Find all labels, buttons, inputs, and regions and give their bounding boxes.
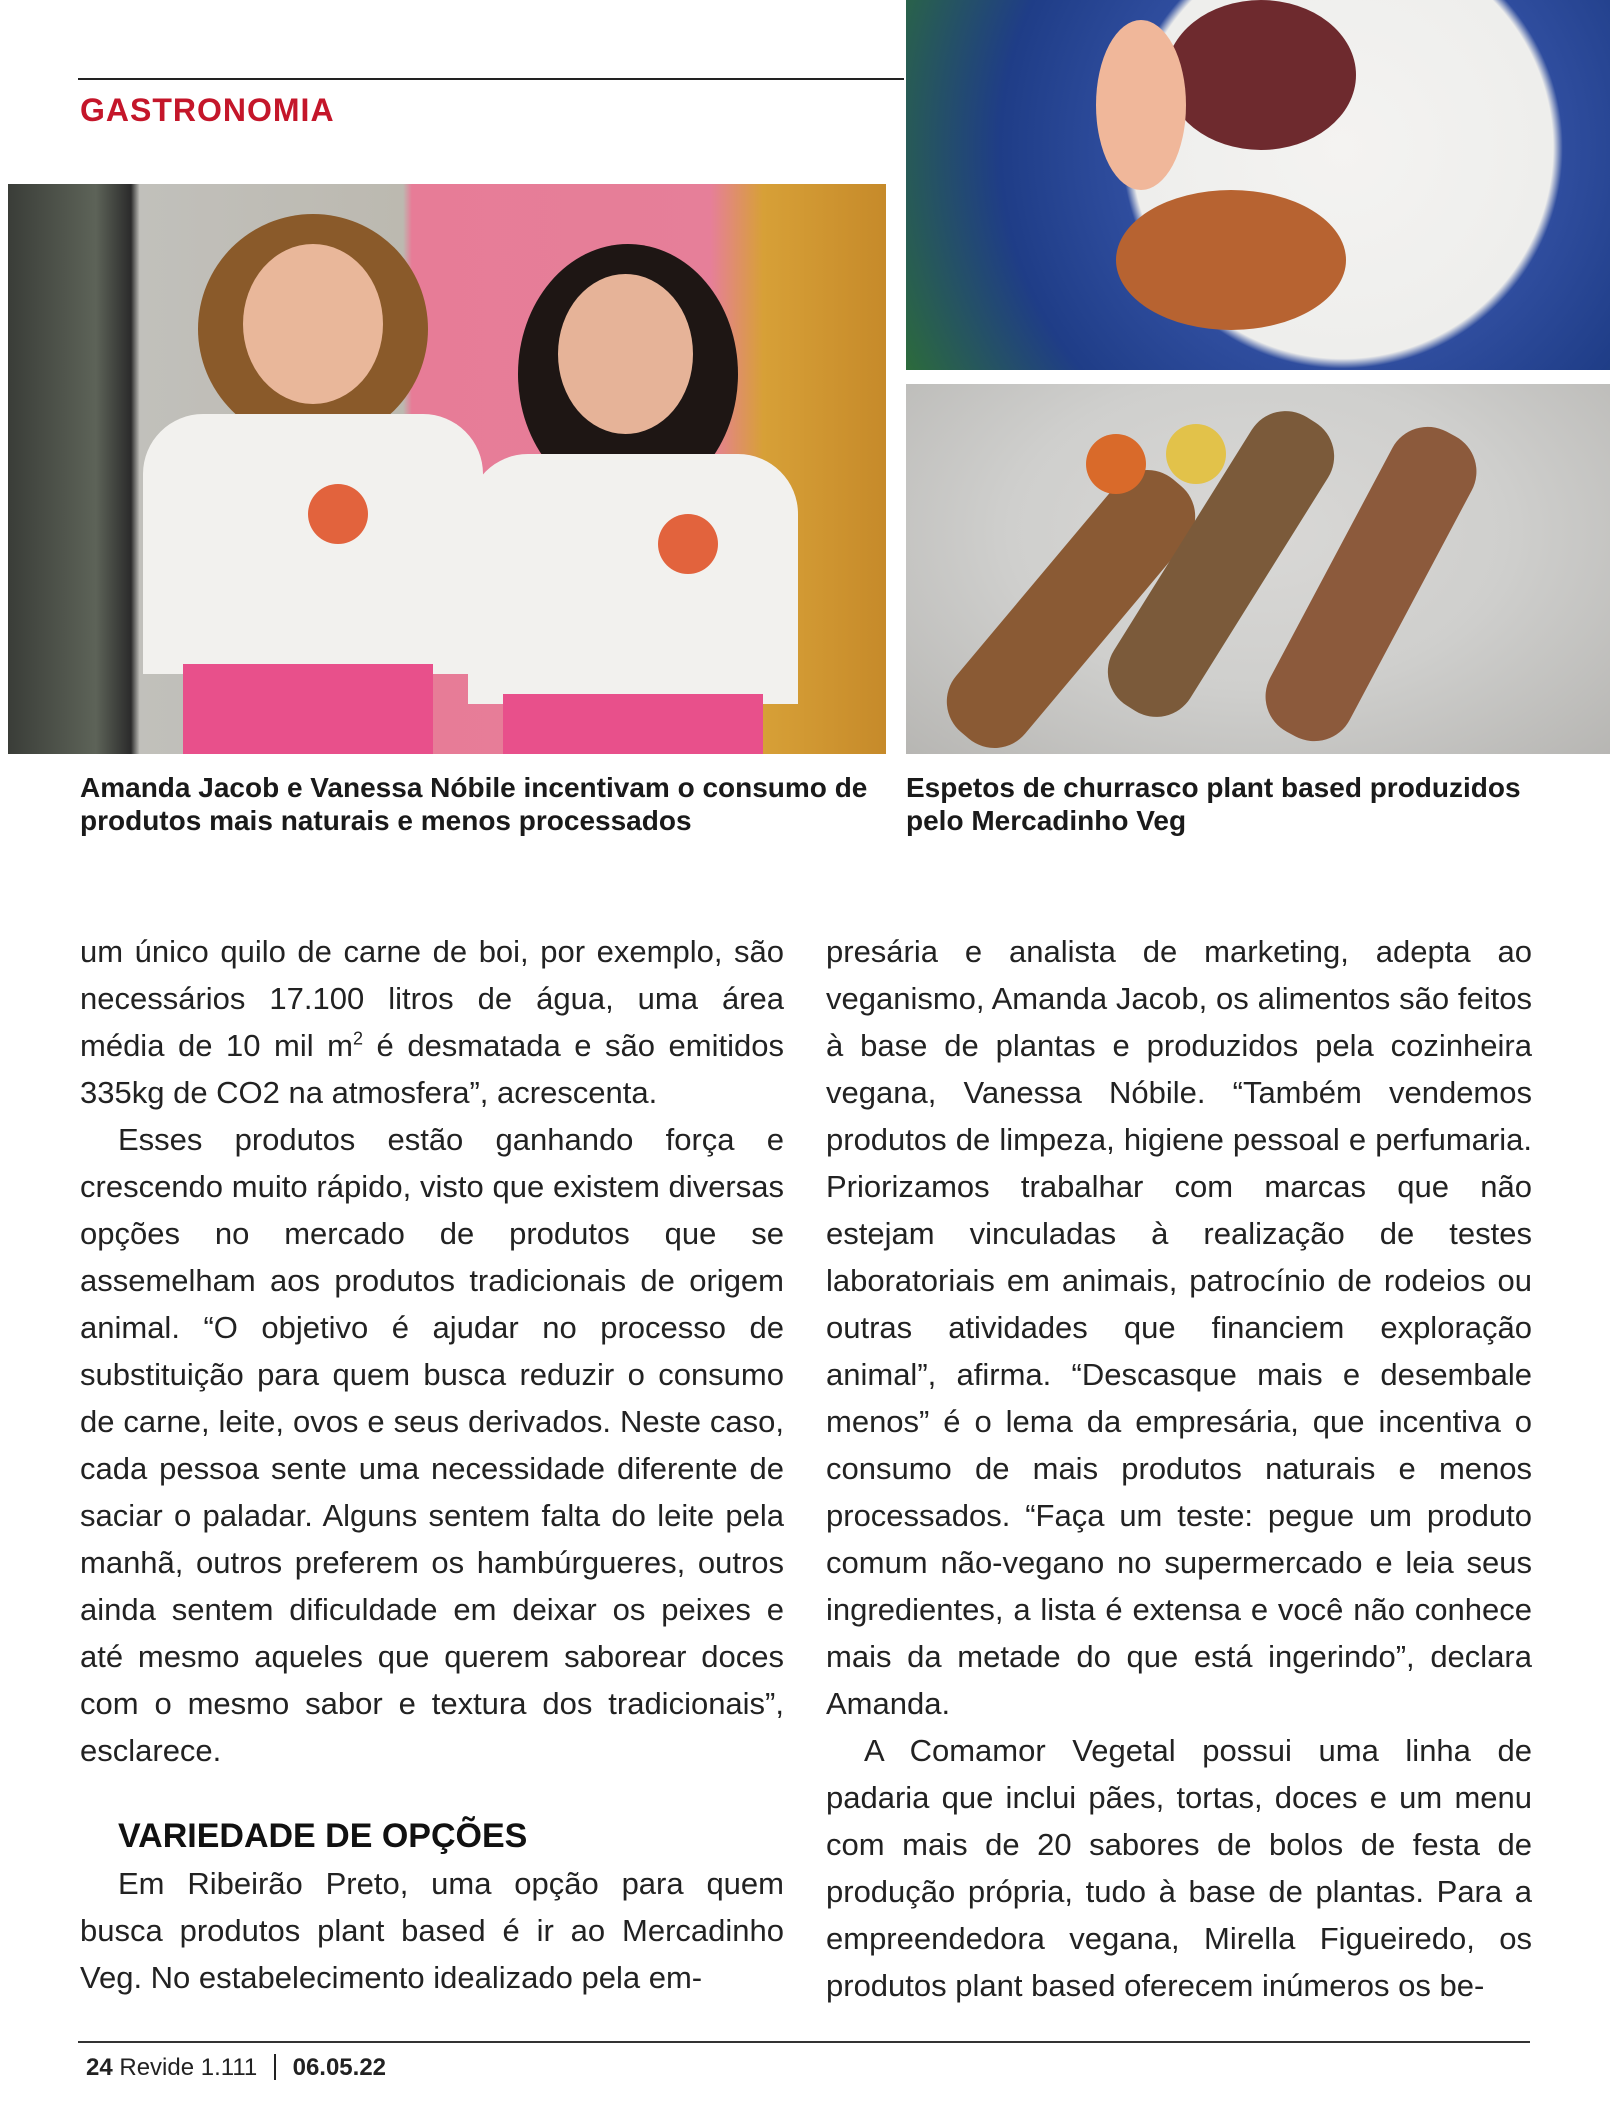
article-paragraph: presária e analista de marketing, adepta ao veganismo, Amanda Jacob, os alimentos são feitos à base de plantas e produzidos pela cozinheira vegana, Vanessa Nóbile. “Também vendemos produtos de limpeza, higiene pessoal e perfumaria. Priorizamos trabalhar com marcas que não estejam vinculadas à realização de testes laboratoriais em animais, patrocínio de rodeios ou outras atividades que financiem exploração animal”, afirma. “Descasque mais e desembale menos” é o lema da empresária, que incentiva o consumo de mais produtos naturais e menos processados. “Faça um teste: pegue um produto comum não-vegano no supermercado e leia seus ingredientes, a lista é extensa e você não conhece mais da metade do que está ingerindo”, declara Amanda.: [826, 934, 1532, 1721]
photo-figure-right-shirt: [468, 454, 798, 704]
photo-caption-women: Amanda Jacob e Vanessa Nóbile incentivam o consumo de produtos mais naturais e menos processados: [80, 772, 868, 836]
article-column-left: [80, 928, 784, 2001]
photo-amanda-vanessa: [8, 184, 886, 754]
article-paragraph: A Comamor Vegetal possui uma linha de padaria que inclui pães, tortas, doces e um menu com mais de 20 sabores de bolos de festa de produção própria, tudo à base de plantas. Para a empreendedora vegana, Mirella Figueiredo, os produtos plant based oferecem inúmeros os be-: [826, 1733, 1532, 2003]
photo-figure-right-logo: [658, 514, 718, 574]
footer-rule: [78, 2041, 1530, 2043]
photo-vegan-burger-plate: [906, 0, 1610, 370]
article-column-right: [826, 928, 1532, 2009]
publication-name: Revide 1.111: [119, 2054, 258, 2081]
photo-figure-right-face: [558, 274, 693, 434]
section-title: GASTRONOMIA: [80, 92, 335, 128]
issue-date: 06.05.22: [292, 2054, 387, 2081]
photo-figure-left-apron: [183, 664, 433, 754]
photo-pineapple: [1166, 424, 1226, 484]
photo-figure-left-logo: [308, 484, 368, 544]
page-footer: [86, 2054, 386, 2082]
photo-figure-right-apron: [503, 694, 763, 754]
photo-fritter: [1116, 190, 1346, 330]
article-paragraph: Em Ribeirão Preto, uma opção para quem busca produtos plant based é ir ao Mercadinho Veg. No estabelecimento idealizado pela em-: [80, 1866, 784, 1995]
photo-caption-skewers: Espetos de churrasco plant based produzidos pelo Mercadinho Veg: [906, 772, 1521, 836]
photo-sauce: [1096, 20, 1186, 190]
photo-figure-left-shirt: [143, 414, 483, 674]
footer-separator: [274, 2054, 276, 2080]
article-paragraph: Esses produtos estão ganhando força e crescendo muito rápido, visto que existem diversas opções no mercado de produtos que se assemelham aos produtos tradicionais de origem animal. “O objetivo é ajudar no processo de substituição para quem busca reduzir o consumo de carne, leite, ovos e seus derivados. Neste caso, cada pessoa sente uma necessidade diferente de saciar o paladar. Alguns sentem falta do leite pela manhã, outros preferem os hambúrgueres, outros ainda sentem dificuldade em deixar os peixes e até mesmo aqueles que querem saborear doces com o mesmo sabor e textura dos tradicionais”, esclarece.: [80, 1122, 784, 1768]
photo-bbq-skewers: [906, 384, 1610, 754]
article-subhead: VARIEDADE DE OPÇÕES: [118, 1817, 528, 1855]
header-rule: [78, 78, 904, 80]
page-number: 24: [86, 2054, 113, 2081]
photo-pepper: [1086, 434, 1146, 494]
photo-burger: [1166, 0, 1356, 150]
article-paragraph: um único quilo de carne de boi, por exemplo, são necessários 17.100 litros de água, uma área média de 10 mil $m^2$ é desmatada e são emitidos 335kg de CO2 na atmosfera”, acrescenta.: [80, 934, 784, 1110]
photo-figure-left-face: [243, 244, 383, 404]
